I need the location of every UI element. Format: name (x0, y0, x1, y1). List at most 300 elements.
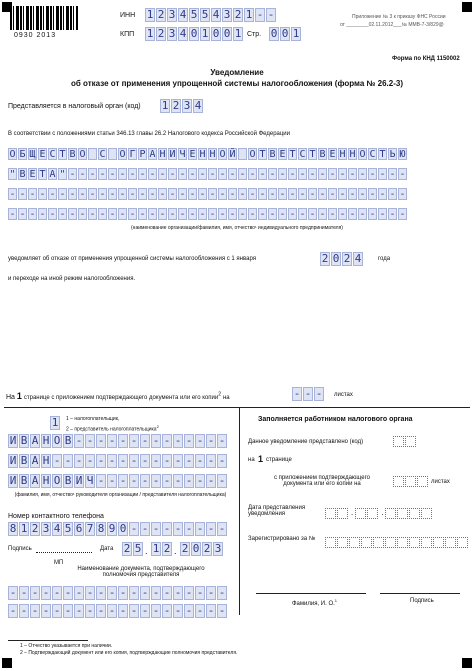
form-cell[interactable]: - (79, 209, 86, 220)
form-cell[interactable]: - (69, 209, 76, 220)
form-cell[interactable]: Н (199, 149, 206, 160)
form-cell[interactable]: " (59, 169, 66, 180)
form-cell[interactable]: - (279, 209, 286, 220)
form-cell[interactable]: - (239, 209, 246, 220)
form-cell[interactable]: 0 (270, 27, 278, 40)
form-cell[interactable]: 0 (332, 252, 340, 265)
form-cell[interactable]: - (109, 189, 116, 200)
form-cell[interactable]: - (289, 209, 296, 220)
form-cell[interactable]: - (119, 454, 127, 467)
form-cell[interactable]: - (139, 209, 146, 220)
form-cell[interactable]: - (69, 169, 76, 180)
form-cell[interactable]: - (75, 586, 83, 599)
form-cell[interactable]: 0 (192, 542, 200, 555)
form-cell[interactable]: - (152, 434, 160, 447)
form-cell[interactable]: - (369, 189, 376, 200)
form-cell[interactable]: 2 (343, 252, 351, 265)
form-cell[interactable]: - (185, 474, 193, 487)
form-cell[interactable]: - (299, 169, 306, 180)
form-cell[interactable]: - (174, 522, 182, 535)
form-cell[interactable]: Н (159, 149, 166, 160)
form-cell[interactable]: - (319, 189, 326, 200)
form-cell[interactable]: - (159, 209, 166, 220)
signer-patronymic-cells[interactable] (8, 474, 228, 488)
form-cell[interactable]: - (196, 586, 204, 599)
form-cell[interactable]: - (9, 189, 16, 200)
form-cell[interactable]: - (119, 586, 127, 599)
form-cell[interactable]: - (108, 434, 116, 447)
form-cell[interactable]: - (149, 169, 156, 180)
form-cell[interactable]: - (269, 169, 276, 180)
reg-number-cells[interactable] (325, 537, 469, 548)
form-cell[interactable]: - (359, 189, 366, 200)
form-cell[interactable]: - (259, 169, 266, 180)
form-cell[interactable]: 3 (223, 8, 231, 21)
form-cell[interactable]: 1 (146, 8, 154, 21)
form-cell[interactable]: - (218, 586, 226, 599)
form-cell[interactable]: - (130, 604, 138, 617)
form-cell[interactable]: - (141, 474, 149, 487)
form-cell[interactable]: 1 (146, 27, 154, 40)
form-cell[interactable]: - (219, 189, 226, 200)
form-cell[interactable]: - (359, 209, 366, 220)
form-cell[interactable]: С (99, 149, 106, 160)
doc-line-1[interactable] (8, 586, 228, 600)
form-cell[interactable]: - (309, 169, 316, 180)
form-cell[interactable]: - (152, 586, 160, 599)
form-cell[interactable]: О (249, 149, 256, 160)
form-cell[interactable]: - (359, 169, 366, 180)
form-cell[interactable]: - (329, 209, 336, 220)
form-cell[interactable]: Щ (29, 149, 36, 160)
form-cell[interactable]: - (64, 604, 72, 617)
form-cell[interactable]: И (75, 474, 83, 487)
form-cell[interactable]: - (199, 189, 206, 200)
form-cell[interactable]: Ч (86, 474, 94, 487)
date-year-cells[interactable] (180, 542, 224, 556)
form-cell[interactable]: - (196, 454, 204, 467)
form-cell[interactable]: - (189, 189, 196, 200)
form-cell[interactable]: 4 (194, 99, 202, 112)
form-cell[interactable]: В (269, 149, 276, 160)
form-cell[interactable]: - (279, 189, 286, 200)
form-cell[interactable]: - (185, 454, 193, 467)
form-cell[interactable]: - (279, 169, 286, 180)
form-cell[interactable]: - (319, 169, 326, 180)
form-cell[interactable]: - (9, 604, 17, 617)
form-cell[interactable]: - (97, 604, 105, 617)
form-cell[interactable]: - (108, 604, 116, 617)
form-cell[interactable]: - (379, 209, 386, 220)
form-cell[interactable]: - (108, 454, 116, 467)
form-cell[interactable]: 2 (123, 542, 131, 555)
form-cell[interactable]: - (89, 189, 96, 200)
form-cell[interactable]: - (108, 474, 116, 487)
form-cell[interactable]: - (19, 209, 26, 220)
org-line-2[interactable] (8, 168, 408, 180)
form-cell[interactable]: - (349, 209, 356, 220)
org-line-3[interactable] (8, 188, 408, 200)
doc-line-2[interactable] (8, 604, 228, 618)
form-cell[interactable]: Н (42, 434, 50, 447)
form-cell[interactable]: 3 (168, 27, 176, 40)
form-cell[interactable]: - (329, 189, 336, 200)
form-cell[interactable]: - (339, 189, 346, 200)
form-cell[interactable]: - (149, 189, 156, 200)
form-cell[interactable]: - (53, 604, 61, 617)
form-cell[interactable] (88, 148, 97, 160)
form-cell[interactable]: 4 (212, 8, 220, 21)
form-cell[interactable]: В (20, 454, 28, 467)
form-cell[interactable]: - (152, 604, 160, 617)
form-cell[interactable]: - (79, 169, 86, 180)
form-cell[interactable]: - (129, 189, 136, 200)
form-cell[interactable]: - (174, 586, 182, 599)
form-cell[interactable]: - (399, 189, 406, 200)
form-cell[interactable]: - (130, 434, 138, 447)
form-cell[interactable]: - (218, 434, 226, 447)
form-cell[interactable]: 4 (179, 8, 187, 21)
form-cell[interactable]: - (174, 474, 182, 487)
form-cell[interactable]: - (299, 189, 306, 200)
form-cell[interactable]: 4 (53, 522, 61, 535)
form-cell[interactable]: Н (349, 149, 356, 160)
form-cell[interactable]: - (174, 454, 182, 467)
form-cell[interactable]: - (309, 189, 316, 200)
form-cell[interactable]: 0 (281, 27, 289, 40)
form-cell[interactable]: Т (309, 149, 316, 160)
form-cell[interactable]: 1 (201, 27, 209, 40)
form-cell[interactable]: - (269, 189, 276, 200)
form-cell[interactable]: - (218, 604, 226, 617)
form-cell[interactable]: - (339, 169, 346, 180)
form-cell[interactable]: - (259, 189, 266, 200)
form-cell[interactable]: - (152, 474, 160, 487)
form-cell[interactable]: С (49, 149, 56, 160)
form-cell[interactable]: 5 (190, 8, 198, 21)
form-cell[interactable]: Ю (399, 149, 406, 160)
form-cell[interactable]: - (141, 522, 149, 535)
form-cell[interactable]: - (163, 586, 171, 599)
form-cell[interactable]: - (185, 604, 193, 617)
form-cell[interactable]: - (130, 586, 138, 599)
form-cell[interactable]: - (119, 474, 127, 487)
form-cell[interactable]: 3 (42, 522, 50, 535)
form-cell[interactable]: - (369, 209, 376, 220)
form-cell[interactable]: - (339, 209, 346, 220)
form-cell[interactable]: - (141, 604, 149, 617)
form-cell[interactable]: В (20, 474, 28, 487)
form-cell[interactable]: 0 (190, 27, 198, 40)
form-cell[interactable]: 2 (157, 8, 165, 21)
form-cell[interactable]: - (141, 454, 149, 467)
form-cell[interactable]: - (163, 434, 171, 447)
form-cell[interactable]: - (169, 209, 176, 220)
form-cell[interactable]: В (20, 434, 28, 447)
form-cell[interactable]: - (229, 169, 236, 180)
form-cell[interactable]: - (179, 189, 186, 200)
form-cell[interactable]: - (42, 586, 50, 599)
form-cell[interactable]: - (189, 169, 196, 180)
form-cell[interactable]: - (49, 209, 56, 220)
form-cell[interactable]: О (219, 149, 226, 160)
form-cell[interactable]: - (29, 189, 36, 200)
form-cell[interactable]: - (86, 454, 94, 467)
form-cell[interactable]: - (75, 434, 83, 447)
form-cell[interactable]: - (269, 209, 276, 220)
form-cell[interactable]: 5 (64, 522, 72, 535)
form-cell[interactable]: - (209, 169, 216, 180)
form-cell[interactable]: А (149, 149, 156, 160)
form-cell[interactable]: - (99, 189, 106, 200)
form-cell[interactable]: О (9, 149, 16, 160)
form-cell[interactable]: - (19, 189, 26, 200)
submitted-code-cells[interactable] (393, 436, 417, 447)
form-cell[interactable]: 0 (212, 27, 220, 40)
form-cell[interactable]: 1 (152, 542, 160, 555)
form-cell[interactable]: 3 (214, 542, 222, 555)
form-cell[interactable]: - (109, 169, 116, 180)
form-cell[interactable]: - (141, 434, 149, 447)
form-cell[interactable]: - (239, 169, 246, 180)
form-cell[interactable]: - (97, 474, 105, 487)
form-cell[interactable]: - (196, 434, 204, 447)
form-cell[interactable]: - (209, 209, 216, 220)
form-cell[interactable]: Т (59, 149, 66, 160)
form-cell[interactable]: " (9, 169, 16, 180)
form-cell[interactable]: - (86, 434, 94, 447)
form-cell[interactable]: - (39, 209, 46, 220)
form-cell[interactable]: О (359, 149, 366, 160)
tax-authority-code-cells[interactable] (160, 99, 204, 113)
form-cell[interactable]: - (159, 189, 166, 200)
form-cell[interactable]: Т (379, 149, 386, 160)
date-month-cells[interactable] (151, 542, 173, 556)
form-cell[interactable]: - (149, 209, 156, 220)
org-line-1[interactable] (8, 148, 408, 160)
form-cell[interactable]: - (196, 474, 204, 487)
form-cell[interactable]: Т (289, 149, 296, 160)
form-cell[interactable]: - (108, 586, 116, 599)
form-cell[interactable]: - (379, 189, 386, 200)
form-cell[interactable]: Р (139, 149, 146, 160)
form-cell[interactable]: 1 (245, 8, 253, 21)
form-cell[interactable]: 5 (134, 542, 142, 555)
form-cell[interactable]: - (219, 209, 226, 220)
form-cell[interactable]: 0 (223, 27, 231, 40)
form-cell[interactable]: - (299, 209, 306, 220)
form-cell[interactable]: - (86, 604, 94, 617)
form-cell[interactable]: - (152, 454, 160, 467)
form-cell[interactable]: - (249, 169, 256, 180)
form-cell[interactable]: - (9, 209, 16, 220)
attachment-sheets-cells[interactable] (393, 476, 429, 487)
form-cell[interactable]: - (129, 209, 136, 220)
form-cell[interactable]: Н (209, 149, 216, 160)
form-cell[interactable]: Й (229, 149, 236, 160)
form-cell[interactable]: - (75, 454, 83, 467)
form-cell[interactable]: Б (19, 149, 26, 160)
form-cell[interactable]: - (229, 189, 236, 200)
form-cell[interactable]: И (169, 149, 176, 160)
form-cell[interactable]: - (53, 454, 61, 467)
form-cell[interactable]: 2 (31, 522, 39, 535)
form-cell[interactable]: - (239, 189, 246, 200)
form-cell[interactable]: 1 (51, 416, 59, 429)
form-cell[interactable]: 1 (292, 27, 300, 40)
form-cell[interactable]: - (196, 604, 204, 617)
form-cell[interactable]: 2 (234, 8, 242, 21)
form-cell[interactable]: - (86, 586, 94, 599)
form-cell[interactable]: - (179, 209, 186, 220)
form-cell[interactable]: - (129, 169, 136, 180)
form-cell[interactable]: - (119, 604, 127, 617)
form-cell[interactable]: А (31, 434, 39, 447)
form-cell[interactable]: - (267, 8, 275, 21)
form-cell[interactable]: Е (279, 149, 286, 160)
form-cell[interactable]: 6 (75, 522, 83, 535)
form-cell[interactable]: - (89, 169, 96, 180)
form-cell[interactable]: Т (259, 149, 266, 160)
form-cell[interactable]: Е (39, 149, 46, 160)
form-cell[interactable]: А (31, 474, 39, 487)
form-cell[interactable]: И (9, 474, 17, 487)
form-cell[interactable]: - (64, 454, 72, 467)
form-cell[interactable]: - (119, 169, 126, 180)
form-cell[interactable]: Е (29, 169, 36, 180)
form-cell[interactable]: - (179, 169, 186, 180)
form-cell[interactable]: - (97, 434, 105, 447)
form-cell[interactable]: - (99, 209, 106, 220)
form-cell[interactable]: - (119, 189, 126, 200)
form-cell[interactable]: И (9, 434, 17, 447)
form-cell[interactable]: - (97, 586, 105, 599)
form-cell[interactable]: - (130, 454, 138, 467)
form-cell[interactable]: - (185, 434, 193, 447)
form-cell[interactable]: - (379, 169, 386, 180)
refusal-year-cells[interactable] (320, 252, 364, 266)
form-cell[interactable]: - (39, 189, 46, 200)
form-cell[interactable]: - (31, 604, 39, 617)
form-cell[interactable]: - (139, 169, 146, 180)
form-cell[interactable]: - (59, 189, 66, 200)
form-cell[interactable]: - (249, 209, 256, 220)
form-cell[interactable]: - (89, 209, 96, 220)
form-cell[interactable]: - (304, 387, 312, 400)
form-cell[interactable]: - (163, 522, 171, 535)
form-cell[interactable]: - (369, 169, 376, 180)
form-cell[interactable]: 2 (321, 252, 329, 265)
form-cell[interactable]: 5 (201, 8, 209, 21)
form-cell[interactable]: И (9, 454, 17, 467)
signer-surname-cells[interactable] (8, 434, 228, 448)
form-cell[interactable]: - (256, 8, 264, 21)
form-cell[interactable]: - (169, 169, 176, 180)
form-cell[interactable]: - (53, 586, 61, 599)
form-cell[interactable]: - (159, 169, 166, 180)
form-cell[interactable]: 2 (203, 542, 211, 555)
inn-cells[interactable] (145, 8, 277, 22)
form-cell[interactable]: - (109, 209, 116, 220)
form-cell[interactable]: - (119, 434, 127, 447)
form-cell[interactable]: - (389, 189, 396, 200)
form-cell[interactable]: - (389, 209, 396, 220)
form-cell[interactable]: - (196, 522, 204, 535)
form-cell[interactable]: Г (129, 149, 136, 160)
form-cell[interactable]: - (349, 169, 356, 180)
form-cell[interactable]: - (141, 586, 149, 599)
form-cell[interactable]: - (207, 474, 215, 487)
form-cell[interactable]: А (49, 169, 56, 180)
page-cells[interactable] (269, 27, 302, 41)
copy-pages-cells[interactable] (292, 387, 325, 401)
signer-type-cell[interactable] (50, 416, 61, 430)
form-cell[interactable]: Н (42, 474, 50, 487)
form-cell[interactable]: 3 (168, 8, 176, 21)
form-cell[interactable] (108, 148, 117, 160)
form-cell[interactable]: - (289, 189, 296, 200)
form-cell[interactable]: 2 (181, 542, 189, 555)
form-cell[interactable]: 4 (179, 27, 187, 40)
form-cell[interactable]: 2 (172, 99, 180, 112)
form-cell[interactable]: - (185, 586, 193, 599)
signer-name-cells[interactable] (8, 454, 228, 468)
form-cell[interactable]: С (369, 149, 376, 160)
form-cell[interactable]: О (79, 149, 86, 160)
form-cell[interactable]: - (207, 522, 215, 535)
form-cell[interactable]: - (185, 522, 193, 535)
form-cell[interactable]: - (219, 169, 226, 180)
form-cell[interactable]: - (139, 189, 146, 200)
form-cell[interactable]: - (75, 604, 83, 617)
form-cell[interactable]: - (315, 387, 323, 400)
form-cell[interactable]: - (293, 387, 301, 400)
form-cell[interactable]: - (130, 474, 138, 487)
form-cell[interactable]: - (309, 209, 316, 220)
form-cell[interactable]: - (130, 522, 138, 535)
form-cell[interactable]: 9 (108, 522, 116, 535)
form-cell[interactable]: - (31, 586, 39, 599)
form-cell[interactable]: - (349, 189, 356, 200)
form-cell[interactable]: - (207, 454, 215, 467)
form-cell[interactable]: 8 (9, 522, 17, 535)
form-cell[interactable]: - (163, 604, 171, 617)
form-cell[interactable]: Е (189, 149, 196, 160)
form-cell[interactable]: - (97, 454, 105, 467)
form-cell[interactable]: А (31, 454, 39, 467)
form-cell[interactable]: 2 (157, 27, 165, 40)
form-cell[interactable]: 0 (119, 522, 127, 535)
form-cell[interactable]: - (207, 434, 215, 447)
form-cell[interactable]: - (9, 586, 17, 599)
form-cell[interactable]: - (59, 209, 66, 220)
form-cell[interactable]: - (64, 586, 72, 599)
form-cell[interactable]: Е (329, 149, 336, 160)
form-cell[interactable]: - (249, 189, 256, 200)
form-cell[interactable]: - (163, 474, 171, 487)
form-cell[interactable]: - (20, 586, 28, 599)
form-cell[interactable]: О (53, 434, 61, 447)
form-cell[interactable] (238, 148, 247, 160)
form-cell[interactable]: В (69, 149, 76, 160)
form-cell[interactable]: Н (339, 149, 346, 160)
form-cell[interactable]: Т (39, 169, 46, 180)
form-cell[interactable]: О (53, 474, 61, 487)
form-cell[interactable]: - (289, 169, 296, 180)
form-cell[interactable]: 1 (161, 99, 169, 112)
form-cell[interactable]: 3 (183, 99, 191, 112)
form-cell[interactable]: - (79, 189, 86, 200)
